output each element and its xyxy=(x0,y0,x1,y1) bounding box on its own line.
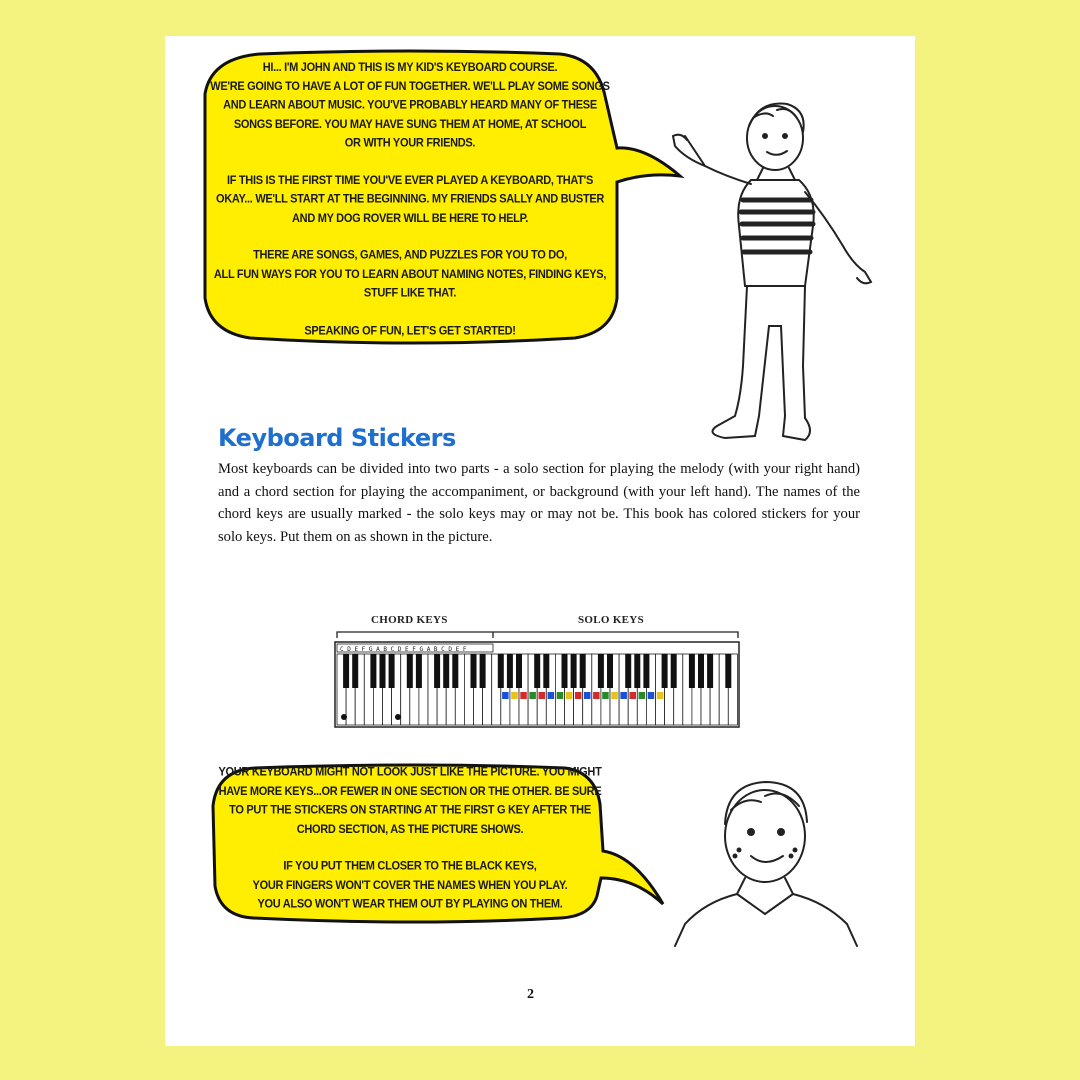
chord-marker-dot xyxy=(395,714,401,720)
color-sticker xyxy=(620,692,627,699)
section-brackets xyxy=(337,632,738,638)
page-number: 2 xyxy=(527,987,534,1002)
black-key xyxy=(534,654,540,688)
bubble-bottom-text: YOUR KEYBOARD MIGHT NOT LOOK JUST LIKE THE PICTURE. YOU MIGHT HAVE MORE KEYS...OR FEWER IN ONE SECTION OR THE OTHER. BE SURE TO PUT THE STICKERS ON STARTING AT THE FIRST G KEY AFTER THE CHORD SECTION, AS THE PICTURE SHOWS. IF YOU PUT THEM CLOSER TO THE BLACK KEYS, YOUR FINGERS WON'T COVER THE NAMES WHEN YOU PLAY. YOU ALSO WON'T WEAR THEM OUT BY PLAYING ON THEM. xyxy=(218,765,602,911)
chord-key-names: C D E F G A B C D E F G A B C D E F xyxy=(340,646,467,653)
color-sticker xyxy=(520,692,527,699)
color-sticker xyxy=(566,692,573,699)
black-key xyxy=(625,654,631,688)
black-key xyxy=(643,654,649,688)
black-key xyxy=(452,654,458,688)
bubble-top-text: HI... I'M JOHN AND THIS IS MY KID'S KEYBOARD COURSE. WE'RE GOING TO HAVE A LOT OF FUN TOGETHER. WE'LL PLAY SOME SONGS AND LEARN ABOUT MUSIC. YOU'VE PROBABLY HEARD MANY OF THESE SONGS BEFORE. YOU MAY HAVE SUNG THEM AT HOME, AT SCHOOL OR WITH YOUR FRIENDS. IF THIS IS THE FIRST TIME YOU'VE EVER PLAYED A KEYBOARD, THAT'S OKAY... WE'LL START AT THE BEGINNING. MY FRIENDS SALLY AND BUSTER AND MY DOG ROVER WILL BE HERE TO HELP. THERE ARE SONGS, GAMES, AND PUZZLES FOR YOU TO DO, ALL FUN WAYS FOR YOU TO LEARN ABOUT NAMING NOTES, FINDING KEYS, STUFF LIKE THAT. SPEAKING OF FUN, LET'S GET STARTED! xyxy=(210,61,610,337)
black-key xyxy=(434,654,440,688)
color-sticker xyxy=(639,692,646,699)
color-sticker xyxy=(502,692,509,699)
color-sticker xyxy=(575,692,582,699)
color-sticker xyxy=(593,692,600,699)
boy-smiling-illustration xyxy=(665,774,865,964)
black-key xyxy=(698,654,704,688)
color-sticker xyxy=(657,692,664,699)
black-key xyxy=(480,654,486,688)
black-key xyxy=(689,654,695,688)
black-key xyxy=(607,654,613,688)
color-sticker xyxy=(557,692,564,699)
chord-keys-label: CHORD KEYS xyxy=(371,614,448,626)
black-key xyxy=(580,654,586,688)
black-key xyxy=(562,654,568,688)
color-sticker xyxy=(511,692,518,699)
black-key xyxy=(380,654,386,688)
chord-marker-dot xyxy=(341,714,347,720)
keyboard-diagram xyxy=(333,626,743,731)
color-sticker xyxy=(648,692,655,699)
black-key xyxy=(543,654,549,688)
black-key xyxy=(471,654,477,688)
color-sticker xyxy=(529,692,536,699)
black-key xyxy=(725,654,731,688)
solo-keys-label: SOLO KEYS xyxy=(578,614,644,626)
black-key xyxy=(343,654,349,688)
color-sticker xyxy=(584,692,591,699)
color-sticker xyxy=(611,692,618,699)
black-key xyxy=(707,654,713,688)
black-key xyxy=(598,654,604,688)
color-sticker xyxy=(602,692,609,699)
color-sticker xyxy=(630,692,637,699)
color-sticker xyxy=(548,692,555,699)
color-sticker xyxy=(539,692,546,699)
black-key xyxy=(516,654,522,688)
black-key xyxy=(389,654,395,688)
boy-waving-illustration xyxy=(665,96,895,446)
section-body: Most keyboards can be divided into two parts - a solo section for playing the melody (with your right hand) and a chord section for playing the accompaniment, or background (with your left hand). The names of the chord keys are usually marked - the solo keys may or may not be. This book has colored stickers for your solo keys. Put them on as shown in the picture. xyxy=(218,461,860,545)
black-key xyxy=(370,654,376,688)
black-key xyxy=(634,654,640,688)
black-key xyxy=(407,654,413,688)
black-key xyxy=(507,654,513,688)
black-key xyxy=(416,654,422,688)
section-title: Keyboard Stickers xyxy=(218,424,456,452)
black-key xyxy=(352,654,358,688)
black-key xyxy=(571,654,577,688)
black-key xyxy=(498,654,504,688)
black-key xyxy=(662,654,668,688)
black-key xyxy=(671,654,677,688)
black-key xyxy=(443,654,449,688)
book-page xyxy=(165,36,915,1046)
